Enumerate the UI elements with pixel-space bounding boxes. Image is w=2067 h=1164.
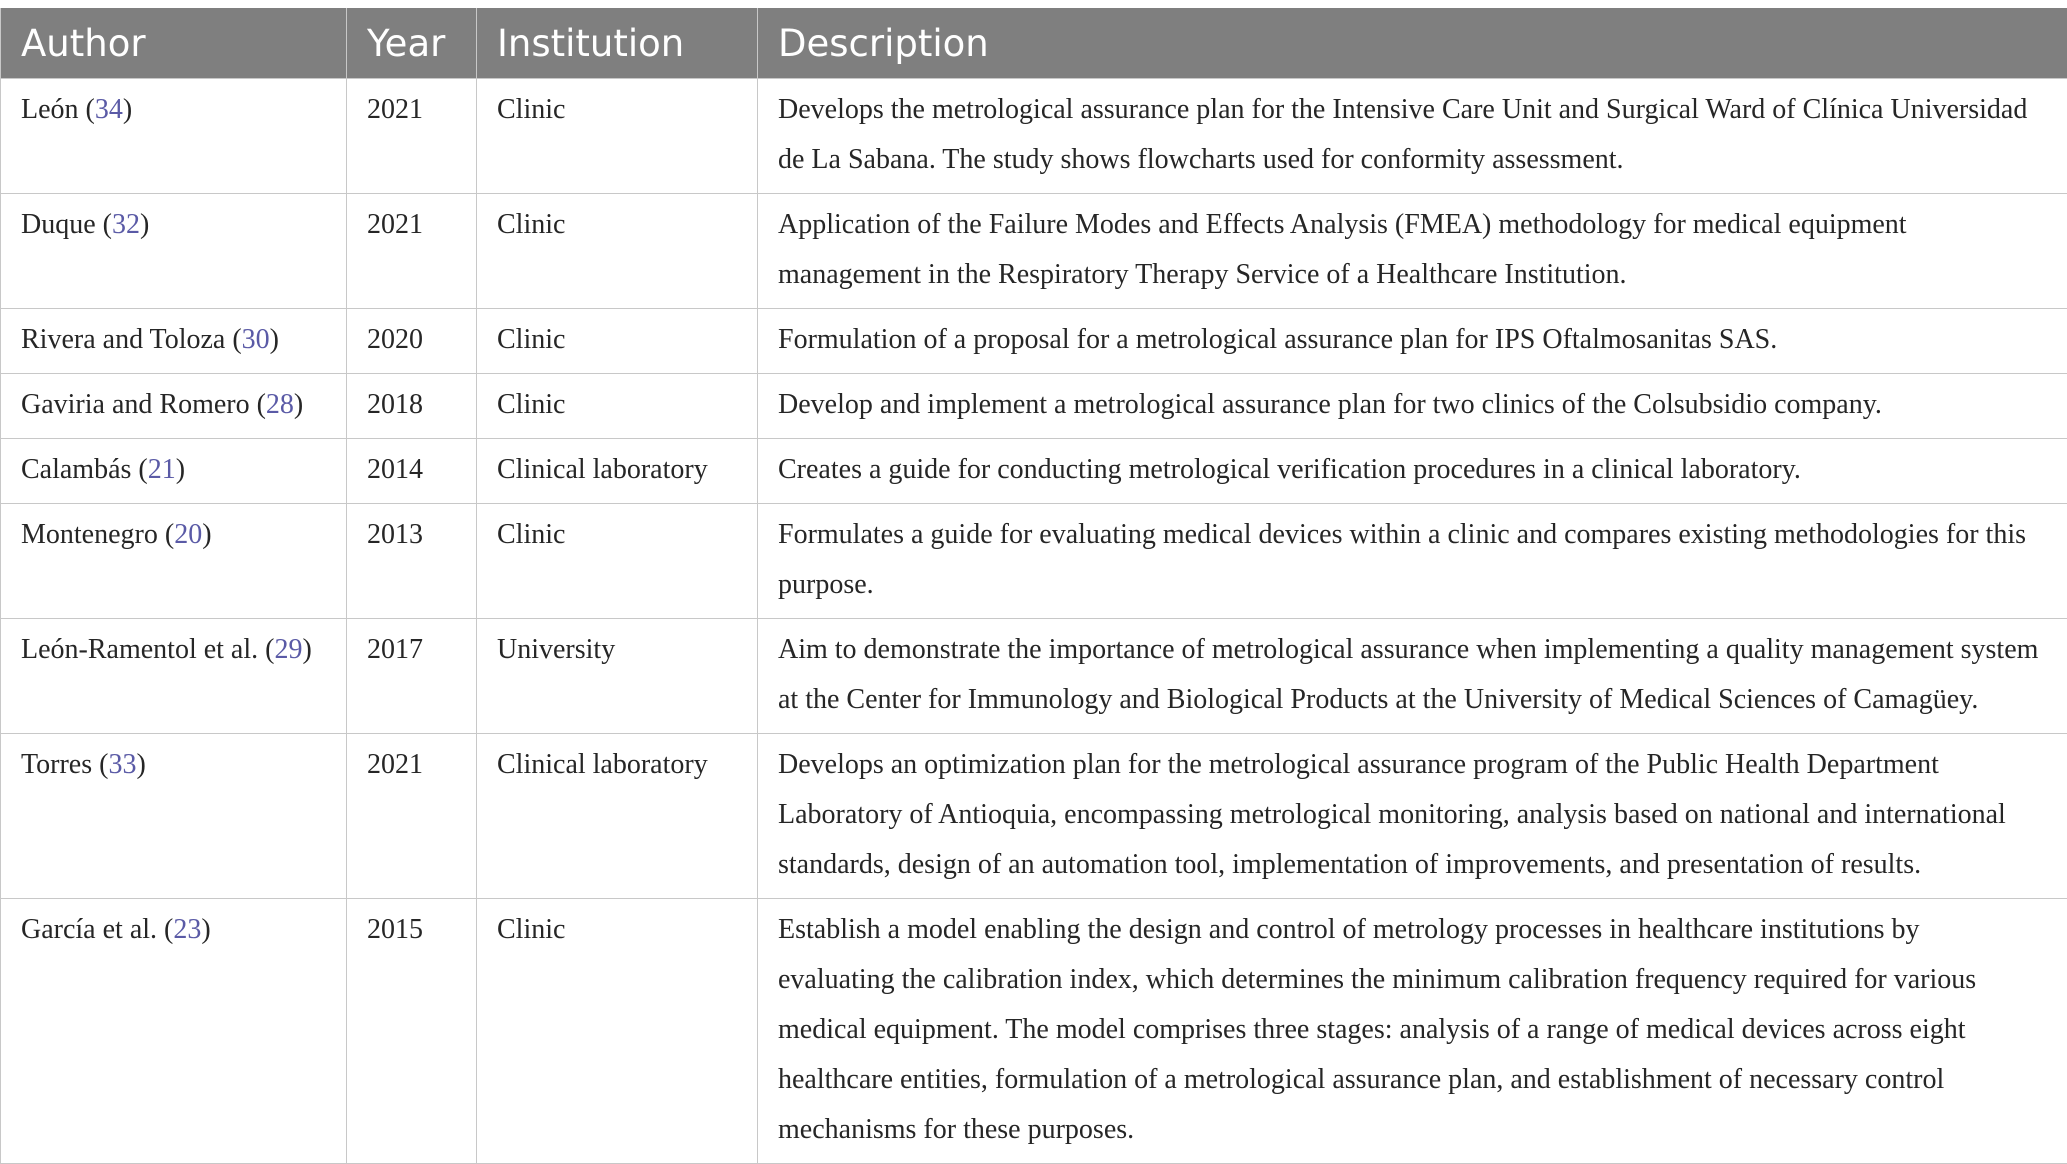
description-cell: Establish a model enabling the design and control of metrology processes in healthcare institutions by evaluating the calibration index, which determines the minimum calibration frequency required for various medical equipment. The model comprises three stages: analysis of a range of medical devices across eight healthcare entities, formulation of a metrological assurance plan, and establishment of necessary control mechanisms for these purposes. xyxy=(758,899,2067,1164)
description-cell: Application of the Failure Modes and Effects Analysis (FMEA) methodology for medical equipment management in the Respiratory Therapy Service of a Healthcare Institution. xyxy=(758,194,2067,309)
citation-link[interactable]: 28 xyxy=(266,389,294,420)
year-cell: 2018 xyxy=(347,374,477,439)
description-cell: Develops an optimization plan for the metrological assurance program of the Public Health Department Laboratory of Antioquia, encompassing metrological monitoring, analysis based on national and international standards, design of an automation tool, implementation of improvements, and presentation of results. xyxy=(758,734,2067,899)
year-cell: 2021 xyxy=(347,79,477,194)
author-name: Calambás xyxy=(21,454,131,485)
year-cell: 2014 xyxy=(347,439,477,504)
year-cell: 2021 xyxy=(347,734,477,899)
description-cell: Develops the metrological assurance plan for the Intensive Care Unit and Surgical Ward of Clínica Universidad de La Sabana. The study shows flowcharts used for conformity assessment. xyxy=(758,79,2067,194)
institution-cell: Clinic xyxy=(477,194,758,309)
table-body xyxy=(1,79,2067,1164)
header-author: Author xyxy=(1,8,347,79)
author-name: Gaviria and Romero xyxy=(21,389,250,420)
year-cell: 2017 xyxy=(347,619,477,734)
author-cell: Montenegro (20) xyxy=(1,504,347,619)
table-row xyxy=(1,734,2067,899)
citation-link[interactable]: 30 xyxy=(242,324,270,355)
header-institution: Institution xyxy=(477,8,758,79)
year-cell: 2020 xyxy=(347,309,477,374)
description-cell: Formulation of a proposal for a metrological assurance plan for IPS Oftalmosanitas SAS. xyxy=(758,309,2067,374)
institution-cell: Clinical laboratory xyxy=(477,439,758,504)
citation-link[interactable]: 23 xyxy=(173,914,201,945)
citation-link[interactable]: 33 xyxy=(108,749,136,780)
table-row xyxy=(1,309,2067,374)
citation-link[interactable]: 32 xyxy=(112,209,140,240)
author-cell: García et al. (23) xyxy=(1,899,347,1164)
header-row xyxy=(1,8,2067,79)
table-row xyxy=(1,79,2067,194)
author-name: Montenegro xyxy=(21,519,158,550)
citation-link[interactable]: 20 xyxy=(174,519,202,550)
institution-cell: University xyxy=(477,619,758,734)
description-cell: Aim to demonstrate the importance of metrological assurance when implementing a quality management system at the Center for Immunology and Biological Products at the University of Medical Sciences of Camagüey. xyxy=(758,619,2067,734)
description-cell: Creates a guide for conducting metrological verification procedures in a clinical laboratory. xyxy=(758,439,2067,504)
table-row xyxy=(1,194,2067,309)
author-name: Rivera and Toloza xyxy=(21,324,225,355)
author-name: Torres xyxy=(21,749,92,780)
author-cell: Rivera and Toloza (30) xyxy=(1,309,347,374)
institution-cell: Clinic xyxy=(477,899,758,1164)
institution-cell: Clinic xyxy=(477,374,758,439)
table-row xyxy=(1,439,2067,504)
citation-link[interactable]: 29 xyxy=(274,634,302,665)
table-row xyxy=(1,619,2067,734)
year-cell: 2015 xyxy=(347,899,477,1164)
year-cell: 2013 xyxy=(347,504,477,619)
institution-cell: Clinic xyxy=(477,309,758,374)
table-row xyxy=(1,899,2067,1164)
author-cell: Gaviria and Romero (28) xyxy=(1,374,347,439)
description-cell: Formulates a guide for evaluating medical devices within a clinic and compares existing methodologies for this purpose. xyxy=(758,504,2067,619)
author-name: García et al. xyxy=(21,914,157,945)
year-cell: 2021 xyxy=(347,194,477,309)
header-year: Year xyxy=(347,8,477,79)
author-cell: Calambás (21) xyxy=(1,439,347,504)
description-cell: Develop and implement a metrological assurance plan for two clinics of the Colsubsidio company. xyxy=(758,374,2067,439)
citation-link[interactable]: 34 xyxy=(95,94,123,125)
author-cell: Torres (33) xyxy=(1,734,347,899)
author-cell: León-Ramentol et al. (29) xyxy=(1,619,347,734)
institution-cell: Clinic xyxy=(477,79,758,194)
author-cell: Duque (32) xyxy=(1,194,347,309)
institution-cell: Clinical laboratory xyxy=(477,734,758,899)
author-cell: León (34) xyxy=(1,79,347,194)
table-row xyxy=(1,504,2067,619)
institution-cell: Clinic xyxy=(477,504,758,619)
header-description: Description xyxy=(758,8,2067,79)
author-name: Duque xyxy=(21,209,96,240)
author-name: León xyxy=(21,94,79,125)
literature-table xyxy=(0,8,2067,1164)
table-row xyxy=(1,374,2067,439)
author-name: León-Ramentol et al. xyxy=(21,634,258,665)
citation-link[interactable]: 21 xyxy=(148,454,176,485)
